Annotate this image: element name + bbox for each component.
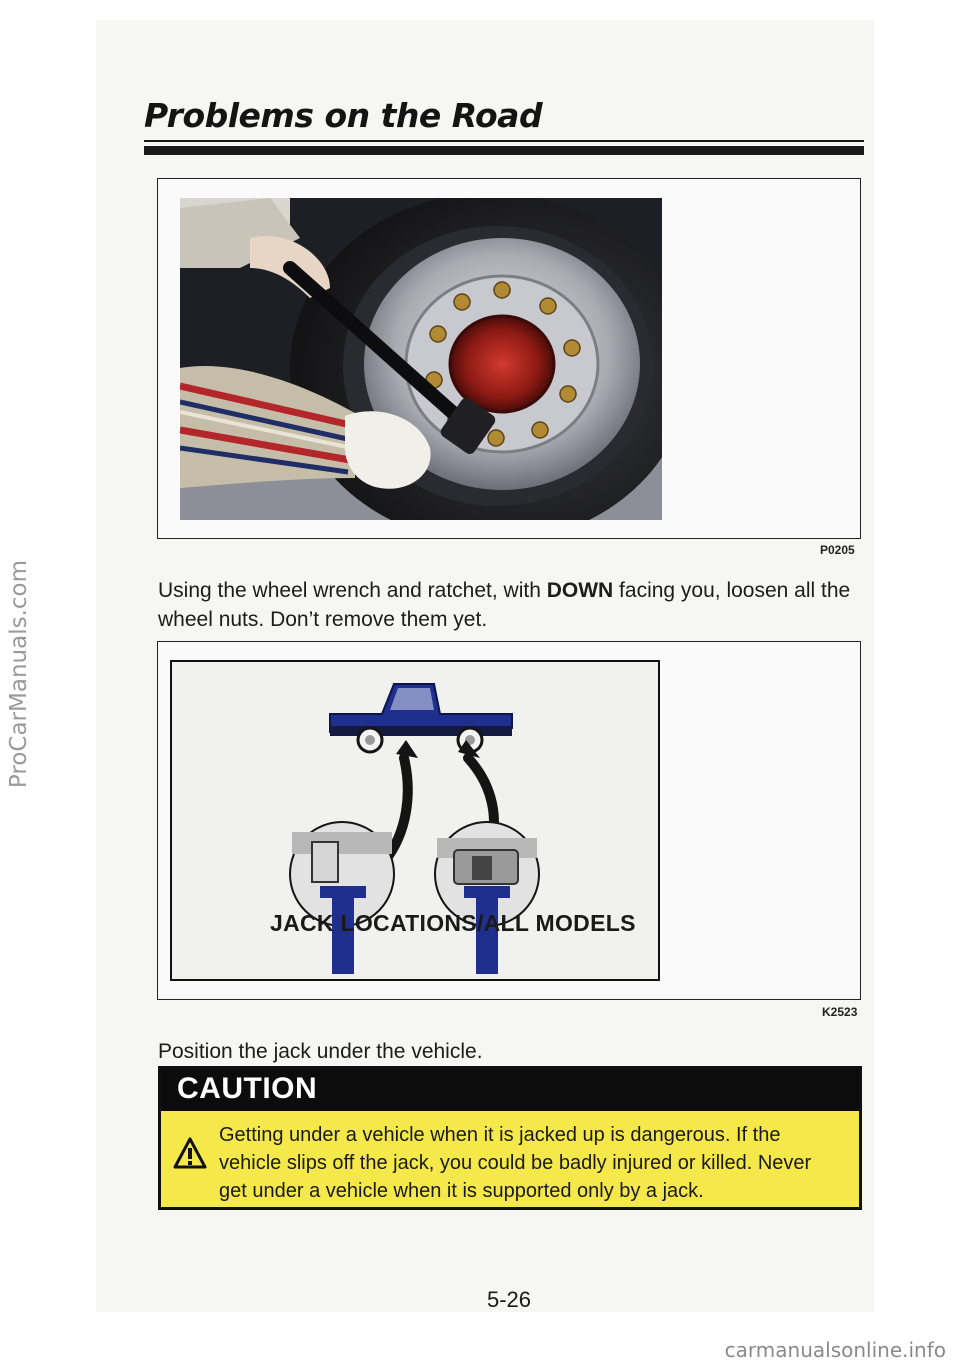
step-position-jack: Position the jack under the vehicle.	[158, 1040, 483, 1063]
caution-header-bar	[161, 1069, 859, 1111]
wheel-wrench-photo	[180, 198, 662, 520]
figure-code: P0205	[820, 543, 855, 557]
side-watermark: ProCarManuals.com	[6, 560, 32, 789]
caution-heading: CAUTION	[177, 1072, 318, 1105]
page-title: Problems on the Road	[144, 96, 543, 135]
step-text-after: facing you, loosen all the wheel nuts. Don’t remove them yet.	[158, 579, 851, 631]
caution-body	[161, 1111, 859, 1207]
figure-code: K2523	[822, 1005, 858, 1019]
step-text-before: Using the wheel wrench and ratchet, with	[158, 579, 547, 602]
page-number: 5-26	[487, 1287, 532, 1312]
step-text-emphasis: DOWN	[546, 579, 614, 602]
header-rule-thin	[144, 140, 864, 142]
wheel-wrench-illustration	[180, 198, 662, 520]
warning-triangle-icon	[173, 1137, 207, 1169]
caution-text: Getting under a vehicle when it is jacked up is dangerous. If the vehicle slips off the jack, you could be badly injured or killed. Never get under a vehicle when it is supported only by a jack.	[219, 1124, 812, 1202]
jack-locations-diagram	[170, 660, 660, 981]
bottom-watermark: carmanualsonline.info	[724, 1338, 946, 1362]
header-rule-thick	[144, 146, 864, 155]
diagram-label: JACK LOCATIONS/ALL MODELS	[270, 910, 636, 936]
caution-box	[158, 1066, 862, 1210]
step-loosen-wheel-nuts	[158, 576, 858, 634]
